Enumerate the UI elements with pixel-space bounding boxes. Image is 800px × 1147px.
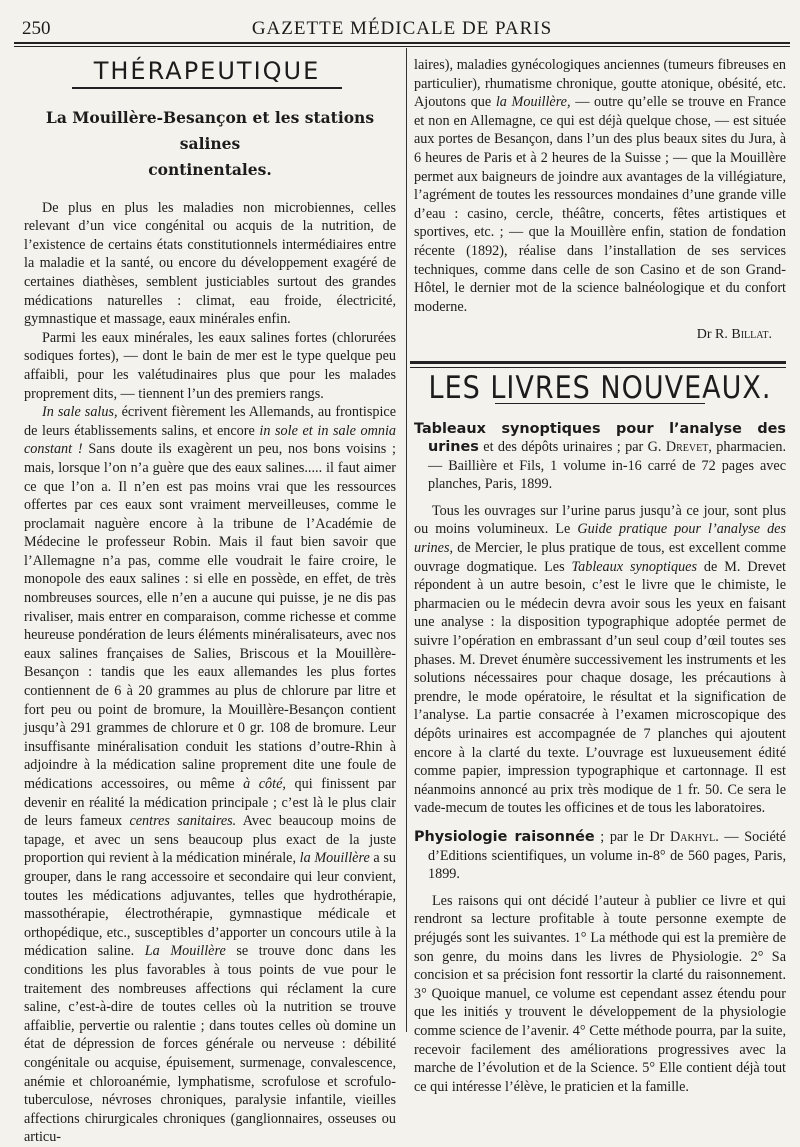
book-entry	[414, 420, 786, 818]
article-title-line-2: continentales.	[148, 159, 272, 179]
header-rule-thin	[14, 46, 790, 47]
column-divider	[406, 48, 407, 1032]
latin-motto: in sole et in sale omnia constant !	[24, 422, 396, 458]
section-rule-thin	[410, 367, 786, 368]
book-citation: Physiologie raisonnée ; par le Dr Dakhyl. — Société d’Editions scientifiques, un volume in-8° de 560 pages, Paris, 1899.	[414, 828, 786, 883]
text-run: se trouve donc dans les conditions les plus favorables à tous points de vue pour le traitement des nombreuses affections qui réclament la cure saline, c’est-à-dire de toutes celles où la nutrition se trouve affaiblie, pervertie ou ralentie ; dans toutes celles où domine un état de dépression de forces générale ou nerveuse : débilité congénitale ou acquise, épuisement, surmenage, convalescence, anémie et chloroanémie, lymphatisme, scrofulose et scrofulo-tuberculose, névroses chroniques, paralysie infantile, vieilles affections chirurgicales chroniques (ganglionnaires, osseuses ou articu-	[24, 943, 396, 1146]
journal-title: GAZETTE MÉDICALE DE PARIS	[251, 18, 553, 39]
page-number: 250	[22, 18, 51, 39]
text-run: a su grouper, dans le rang accessoire et secondaire qui leur convient, toutes les médications adjuvantes, telles que hydrothérapie, massothérapie, électrothérapie, gymnastique médicale et orthopédique, etc., susceptibles d’apporter un concours utile à la médication saline.	[24, 850, 396, 960]
section-rule	[410, 361, 786, 364]
text-run: Avec beaucoup moins de tapage, et avec un sens beaucoup plus exact de la juste proportion qui revient à la médication minérale,	[24, 813, 396, 867]
book-title: Physiologie raisonnée	[414, 828, 595, 845]
book-author: Dakhyl	[670, 828, 716, 845]
text-run: écrivent fièrement les Allemands, au frontispice de leurs établissements salins, et encore	[24, 404, 397, 439]
paragraph: De plus en plus les maladies non microbiennes, celles relevant d’un vice congénital ou acquis de la nutrition, de l’existence de certains états constitutionnels intermédiaires entre la maladie et la santé, ou encore du développement exagéré de certaines diathèses, semblent justiciables surtout des grandes médications naturelles : climat, eau froide, électricité, gymnastique et massage, eaux minérales enfin.	[24, 199, 396, 328]
text-run: — outre qu’elle se trouve en France et non en Allemagne, ce qui est déjà quelque chose, — est située aux portes de Besançon, dans l’un des plus beaux sites du Jura, à 6 heures de Paris et à 2 heures de la Suisse ; — que la Mouillère permet aux baigneurs de joindre aux avantages de la villégiature, l’agrément de toutes les ressources mondaines d’une grande ville d’eau : casino, cercle, théâtre, concerts, fêtes artistiques et sportives, etc. ; — que la Mouillère enfin, station de fondation récente (1892), réalise dans l’installation de ses services techniques, comme dans celle de son Casino et de son Grand-Hôtel, le dernier mot de la science balnéologique et du confort moderne.	[414, 94, 786, 315]
header-rule	[14, 42, 790, 44]
text-run: Sans doute ils exagèrent un peu, nos bons voisins ; mais, lorsque l’on n’a guère que des eaux salines..... il faut aimer ce que l’on a. Il n’en est pas moins vrai que les ressources offertes par ces eaux sont vraiment merveilleuses, comme le proclamait naguère encore à la tribune de l’Académie de Médecine le professeur Robin. Mais il faut bien savoir que l’Allemagne n’a pas, comme elle voudrait le faire croire, le monopole des eaux salines : si elle en possède, en effet, de très nombreuses sources, elle n’en a aucune qui puisse, je ne dis pas rivaliser, mais entrer en comparaison, comme richesse et comme heureuse pondération de leurs éléments minéralisateurs, avec nos eaux salines françaises de Salies, Briscous et la Mouillère-Besançon : tandis que les eaux allemandes les plus fortes contiennent de 6 à 20 grammes au plus de chlorure par litre et fort peu ou point de bromure, la Mouillère-Besançon contient jusqu’à 291 grammes de chlorure et 0 gr. 108 de bromure. Leur insuffisante minéralisation conduit les stations d’outre-Rhin à adjoindre à la médication saline proprement dite une foule de médications accessoires, ou même	[24, 441, 396, 792]
left-column	[24, 56, 396, 1147]
book-title: Tableaux synoptiques pour l’analyse des urines	[414, 420, 786, 456]
book-entry	[414, 828, 786, 1096]
latin-motto: In sale salus,	[42, 404, 118, 421]
book-review: Les raisons qui ont décidé l’auteur à publier ce livre et qui rendront sa lecture profitable à toute personne exempte de préjugés sont les suivantes. 1° La méthode qui est la première de son genre, du moins dans les livres de Physiologie. 2° Sa concision et sa précision font ressortir la clarté du raisonnement. 3° Quoique manuel, ce volume est cependant assez étendu pour que les initiés y trouvent le développement de la physiologie comme science de l’avenir. 4° Cette méthode pourra, par la suite, recevoir facilement des améliorations progressives avec la marche de l’évolution et de la Science. 5° Elle contient déjà tout ce qui intéresse l’élève, le praticien et la famille.	[414, 892, 786, 1095]
emphasis: La Mouillère	[144, 943, 226, 960]
section-title: THÉRAPEUTIQUE	[72, 62, 342, 89]
author-signature: Dr R. Billat.	[696, 327, 772, 343]
emphasis: la Mouillère,	[495, 94, 571, 111]
emphasis: à côté,	[243, 776, 286, 792]
paragraph: Parmi les eaux minérales, les eaux salines fortes (chlorurées sodiques fortes), — dont le bain de mer est le type quelque peu affaibli, pour les valétudinaires plus que pour les malades proprement dits, — tiennent l’un des premiers rangs.	[24, 329, 396, 402]
article-title-line-1: La Mouillère-Besançon et les stations salines	[45, 107, 375, 153]
emphasis: la Mouillère	[299, 850, 370, 867]
books-section-title: LES LIVRES NOUVEAUX.	[428, 370, 772, 407]
author-name: Billat	[731, 327, 769, 343]
book-review: Tous les ouvrages sur l’urine parus jusqu’à ce jour, sont plus ou moins volumineux. Le Guide pratique pour l’analyse des urines, de Mercier, le plus pratique de tous, est excellent comme ouvrage dogmatique. Les Tableaux synoptiques de M. Drevet répondent à un autre besoin, c’est le livre que le chimiste, le pharmacien ou le médecin devra avoir sous les yeux en faisant une analyse : la disposition typographique adoptée permet de suivre l’opération en embrassant d’un seul coup d’œil toutes ses phases. M. Drevet énumère successivement les instruments et les solutions nécessaires pour chaque dosage, les précautions à prendre, le mode opératoire, le résultat et la signification de l’analyse. La partie consacrée à l’examen microscopique des dépôts urinaires est accompagnée de 7 planches qui ajoutent encore à la clarté du texte. L’ouvrage est luxueusement édité comme papier, impression typographique et cartonnage. Il est néanmoins annoncé au prix très modique de 1 fr. 50. Ce sera le vade-mecum de toutes les officines et de tous les laboratoires.	[414, 502, 786, 817]
book-author: Drevet	[665, 439, 709, 456]
text-run: qui finissent par devenir en réalité la médication principale ; c’est là le plus clair de leurs fameux	[24, 776, 396, 830]
paragraph-continued	[414, 56, 786, 316]
page-header	[14, 14, 790, 44]
paragraph	[24, 403, 396, 1147]
emphasis: centres sanitaires.	[129, 813, 237, 830]
article-title	[24, 105, 396, 183]
right-column	[414, 56, 786, 1096]
text-run: laires), maladies gynécologiques anciennes (tumeurs fibreuses en particulier), rhumatisme chronique, goutte atonique, obésité, etc. Ajoutons que	[414, 57, 786, 111]
book-citation: Tableaux synoptiques pour l’analyse des urines et des dépôts urinaires ; par G. Drevet, pharmacien. — Baillière et Fils, 1 volume in-16 carré de 72 pages avec planches, Paris, 1899.	[414, 420, 786, 493]
